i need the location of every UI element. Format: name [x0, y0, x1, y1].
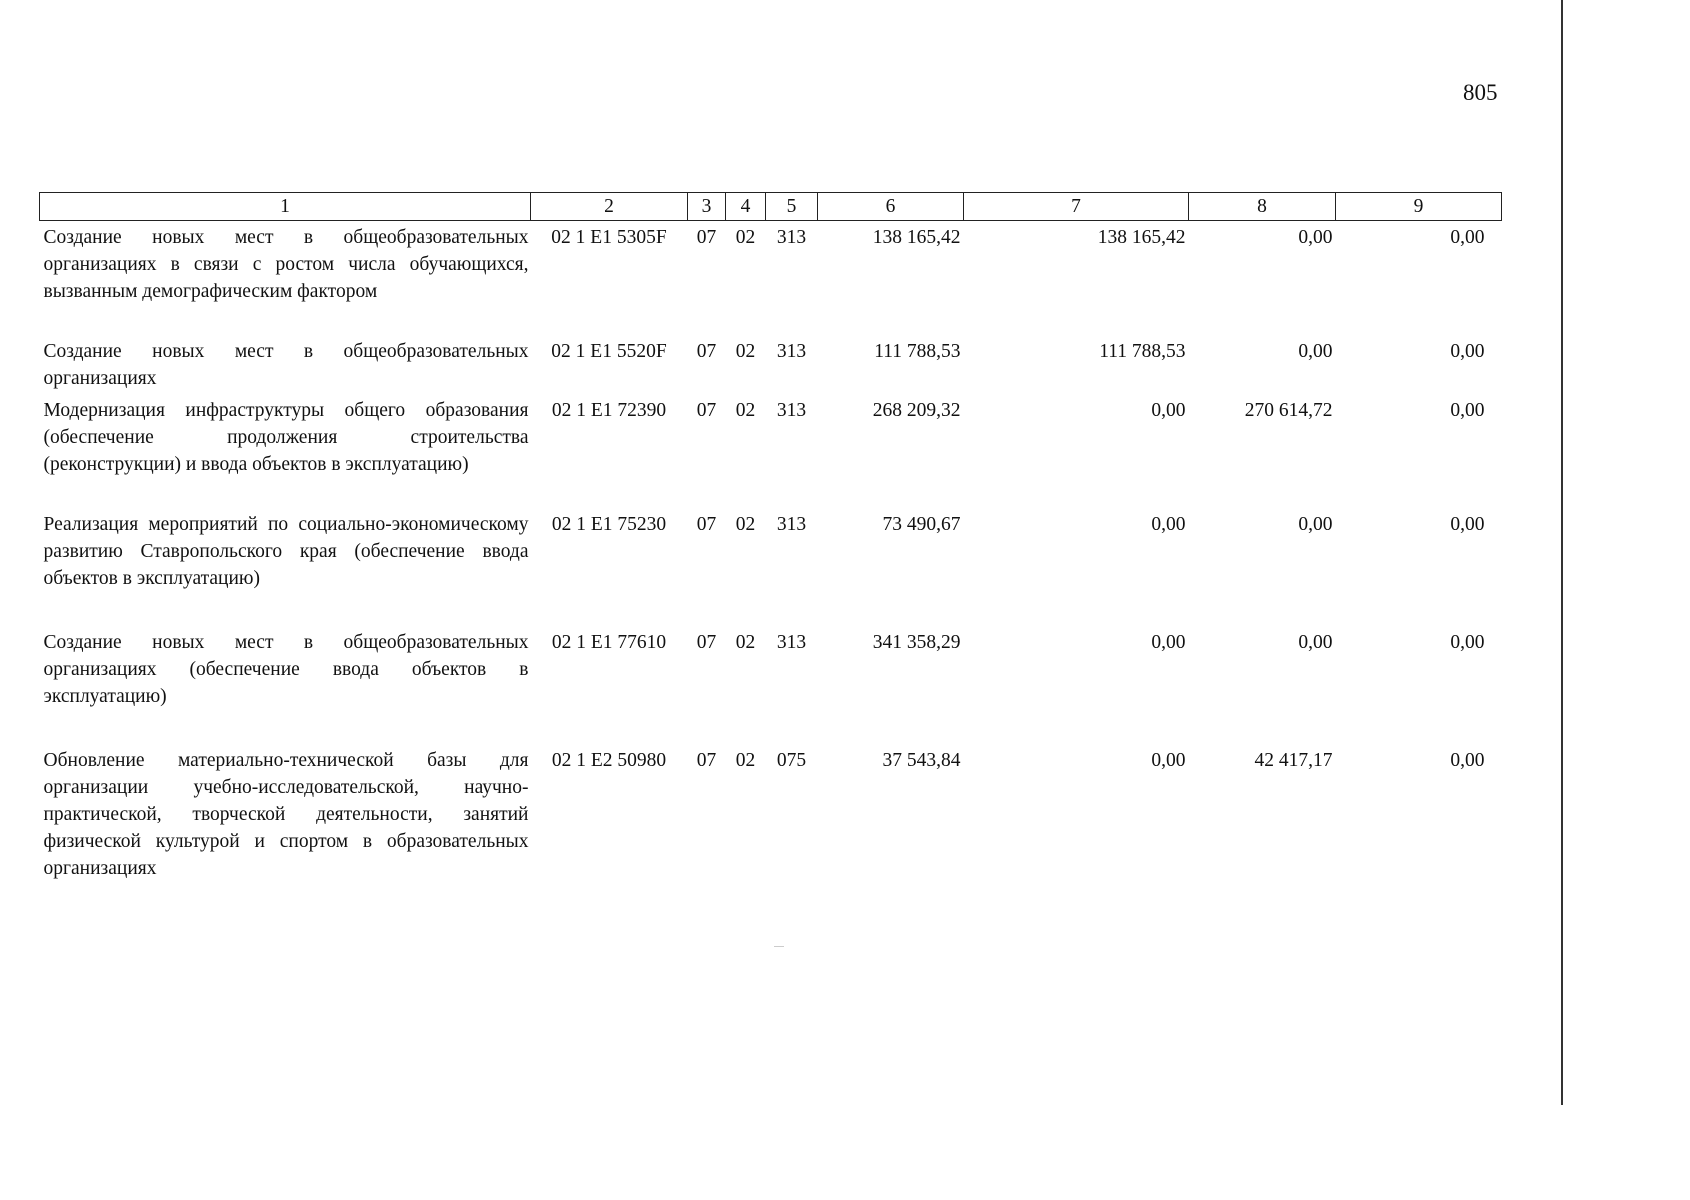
- row-amount-7: 0,00: [1151, 632, 1186, 653]
- column-header-2: 2: [531, 193, 688, 221]
- row-amount-9: 0,00: [1450, 750, 1485, 771]
- table-row: [40, 221, 1502, 336]
- row-expense-type: 313: [776, 514, 807, 535]
- row-subsection: 02: [735, 227, 756, 248]
- row-name: Создание новых мест в общеобразовательных организациях (обеспечение ввода объектов в эксплуатацию): [43, 632, 529, 707]
- row-name: Создание новых мест в общеобразовательных организациях в связи с ростом числа обучающихся, вызванным демографическим фактором: [43, 227, 529, 302]
- page-number: 805: [1463, 80, 1498, 105]
- row-amount-9: 0,00: [1450, 632, 1485, 653]
- row-amount-8: 0,00: [1298, 632, 1333, 653]
- row-amount-9: 0,00: [1450, 514, 1485, 535]
- table-row: [40, 335, 1502, 394]
- row-amount-6: 37 543,84: [882, 750, 961, 771]
- row-subsection: 02: [735, 514, 756, 535]
- row-amount-9: 0,00: [1450, 341, 1485, 362]
- row-amount-7: 0,00: [1151, 400, 1186, 421]
- row-code: 02 1 E1 75230: [551, 514, 667, 535]
- row-subsection: 02: [735, 632, 756, 653]
- table-row: [40, 508, 1502, 626]
- row-expense-type: 313: [776, 341, 807, 362]
- row-amount-8: 0,00: [1298, 514, 1333, 535]
- row-section: 07: [696, 632, 717, 653]
- row-expense-type: 313: [776, 227, 807, 248]
- column-header-3: 3: [688, 193, 726, 221]
- table-row: [40, 394, 1502, 508]
- table-row: [40, 744, 1502, 887]
- column-header-6: 6: [818, 193, 964, 221]
- column-header-7: 7: [964, 193, 1189, 221]
- row-expense-type: 075: [776, 750, 807, 771]
- row-amount-6: 111 788,53: [874, 341, 961, 362]
- row-amount-7: 138 165,42: [1097, 227, 1186, 248]
- row-name: Реализация мероприятий по социально-экономическому развитию Ставропольского края (обеспечение ввода объектов в эксплуатацию): [43, 514, 529, 589]
- row-amount-8: 42 417,17: [1254, 750, 1333, 771]
- column-header-1: 1: [40, 193, 531, 221]
- row-name: Обновление материально-технической базы для организации учебно-исследовательской, научно-практической, творческой деятельности, занятий физической культурой и спортом в образовательных организациях: [43, 750, 529, 879]
- row-amount-8: 0,00: [1298, 341, 1333, 362]
- row-code: 02 1 E1 77610: [551, 632, 667, 653]
- column-header-9: 9: [1336, 193, 1502, 221]
- row-section: 07: [696, 227, 717, 248]
- row-code: 02 1 E1 5305F: [551, 227, 667, 248]
- row-code: 02 1 E1 5520F: [551, 341, 667, 362]
- row-amount-6: 73 490,67: [882, 514, 961, 535]
- row-amount-6: 341 358,29: [872, 632, 961, 653]
- row-amount-7: 111 788,53: [1099, 341, 1186, 362]
- scan-edge-line: [1561, 0, 1563, 1105]
- row-expense-type: 313: [776, 400, 807, 421]
- row-section: 07: [696, 514, 717, 535]
- column-header-8: 8: [1189, 193, 1336, 221]
- row-amount-6: 268 209,32: [872, 400, 961, 421]
- row-name: Создание новых мест в общеобразовательных организациях: [43, 341, 529, 389]
- row-expense-type: 313: [776, 632, 807, 653]
- row-amount-8: 0,00: [1298, 227, 1333, 248]
- table-header-row: [40, 193, 1502, 221]
- row-amount-6: 138 165,42: [872, 227, 961, 248]
- row-section: 07: [696, 341, 717, 362]
- row-name: Модернизация инфраструктуры общего образования (обеспечение продолжения строительства (реконструкции) и ввода объектов в эксплуатацию): [43, 400, 529, 475]
- row-code: 02 1 E2 50980: [551, 750, 667, 771]
- row-amount-7: 0,00: [1151, 514, 1186, 535]
- table-row: [40, 626, 1502, 744]
- row-amount-8: 270 614,72: [1244, 400, 1333, 421]
- row-amount-9: 0,00: [1450, 400, 1485, 421]
- row-section: 07: [696, 750, 717, 771]
- row-amount-9: 0,00: [1450, 227, 1485, 248]
- column-header-5: 5: [766, 193, 818, 221]
- scan-artifact: [774, 946, 784, 947]
- row-subsection: 02: [735, 750, 756, 771]
- row-subsection: 02: [735, 341, 756, 362]
- row-amount-7: 0,00: [1151, 750, 1186, 771]
- column-header-4: 4: [726, 193, 766, 221]
- row-subsection: 02: [735, 400, 756, 421]
- budget-table: [39, 192, 1502, 887]
- row-section: 07: [696, 400, 717, 421]
- row-code: 02 1 E1 72390: [551, 400, 667, 421]
